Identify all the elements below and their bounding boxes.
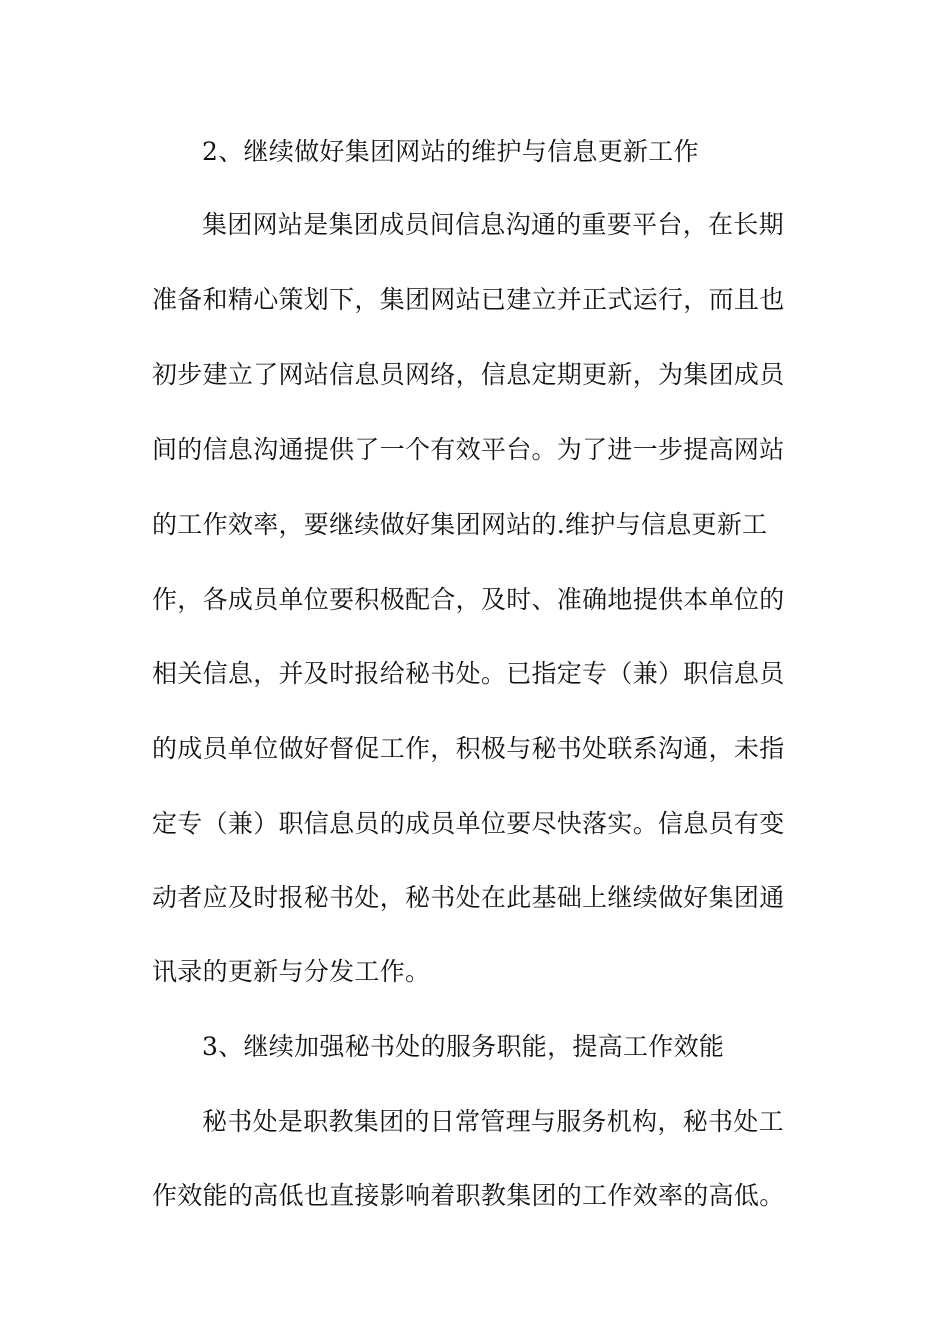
paragraph-line: 相关信息，并及时报给秘书处。已指定专（兼）职信息员 bbox=[152, 659, 785, 688]
section-heading-2: 2、继续做好集团网站的维护与信息更新工作 bbox=[202, 137, 699, 166]
paragraph-line: 定专（兼）职信息员的成员单位要尽快落实。信息员有变 bbox=[152, 809, 785, 838]
paragraph-line: 作效能的高低也直接影响着职教集团的工作效率的高低。 bbox=[152, 1181, 785, 1210]
paragraph-line: 的工作效率，要继续做好集团网站的.维护与信息更新工 bbox=[152, 510, 768, 539]
paragraph-line: 初步建立了网站信息员网络，信息定期更新，为集团成员 bbox=[152, 360, 785, 389]
paragraph-line: 准备和精心策划下，集团网站已建立并正式运行，而且也 bbox=[152, 285, 785, 314]
paragraph-line: 的成员单位做好督促工作，积极与秘书处联系沟通，未指 bbox=[152, 734, 785, 763]
paragraph-line: 秘书处是职教集团的日常管理与服务机构，秘书处工 bbox=[202, 1107, 784, 1136]
paragraph-line: 讯录的更新与分发工作。 bbox=[152, 957, 431, 986]
paragraph-line: 动者应及时报秘书处，秘书处在此基础上继续做好集团通 bbox=[152, 883, 785, 912]
paragraph-line: 间的信息沟通提供了一个有效平台。为了进一步提高网站 bbox=[152, 435, 785, 464]
paragraph-line: 作，各成员单位要积极配合，及时、准确地提供本单位的 bbox=[152, 585, 785, 614]
section-heading-3: 3、继续加强秘书处的服务职能，提高工作效能 bbox=[202, 1032, 725, 1061]
paragraph-line: 集团网站是集团成员间信息沟通的重要平台，在长期 bbox=[202, 210, 784, 239]
